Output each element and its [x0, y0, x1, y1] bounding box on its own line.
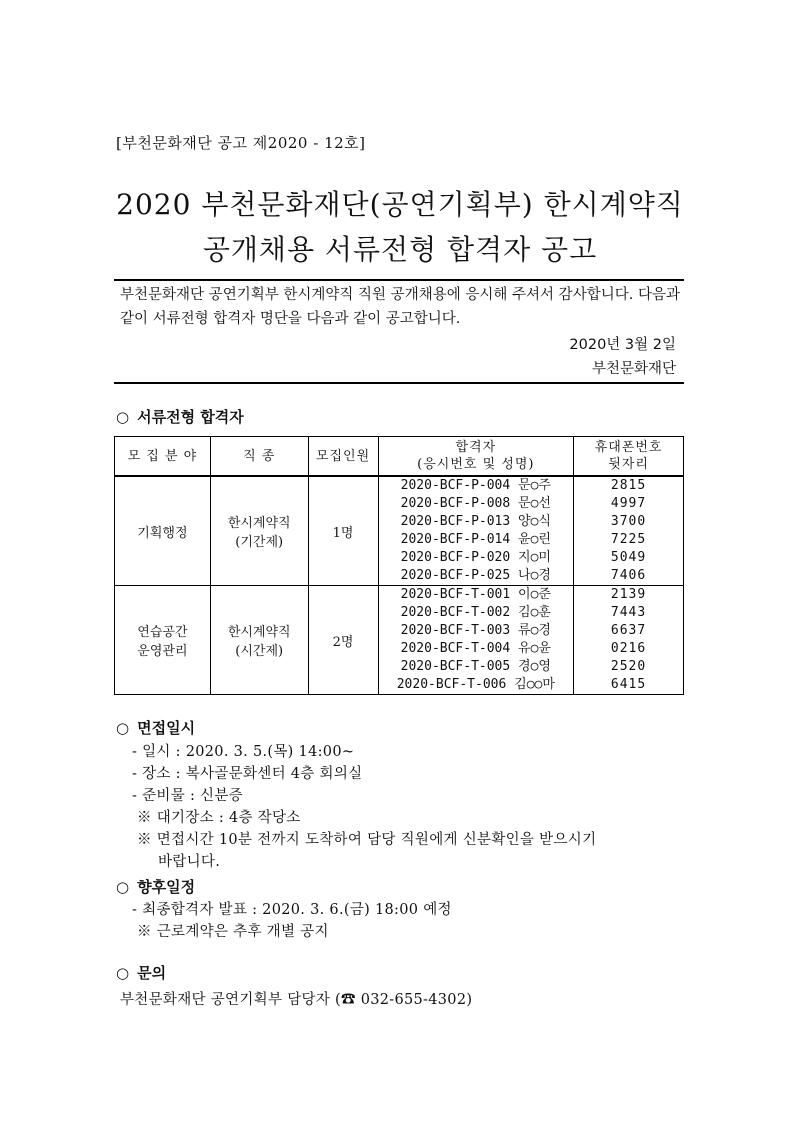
applicant-cell: 2020-BCF-T-002 김○훈 — [378, 604, 574, 622]
phone-cell: 2815 — [574, 476, 684, 495]
section-schedule-heading — [116, 876, 195, 897]
phone-cell: 2520 — [574, 658, 684, 676]
applicant-cell: 2020-BCF-P-014 윤○린 — [378, 531, 574, 549]
applicant-cell: 2020-BCF-T-001 이○준 — [378, 586, 574, 605]
section-interview-title: 면접일시 — [137, 719, 196, 737]
section-interview-heading — [116, 717, 195, 738]
group2-field-line1: 연습공간 — [137, 625, 188, 640]
group2-position-line1: 한시계약직 — [227, 625, 291, 640]
section-contact-heading — [116, 962, 166, 983]
phone-cell: 4997 — [574, 495, 684, 513]
bullet-circle-icon: ○ — [116, 408, 130, 426]
schedule-item: - 최종합격자 발표 : 2020. 3. 6.(금) 18:00 예정 — [132, 902, 452, 918]
phone-cell: 7443 — [574, 604, 684, 622]
section-contact-title: 문의 — [137, 964, 167, 982]
page-title-line2: 공개채용 서류전형 합격자 공고 — [202, 233, 598, 266]
issuing-organization: 부천문화재단 — [591, 361, 676, 377]
contact-info: 부천문화재단 공연기획부 담당자 (☎ 032-655-4302) — [120, 992, 473, 1008]
intro-bottom-rule — [114, 382, 684, 384]
bullet-circle-icon: ○ — [116, 719, 130, 737]
phone-cell: 3700 — [574, 513, 684, 531]
intro-paragraph: 부천문화재단 공연기획부 한시계약직 직원 공개채용에 응시해 주셔서 감사합니다. 다음과 같이 서류전형 합격자 명단을 다음과 같이 공고합니다. — [120, 287, 680, 327]
header-applicant-line1: 합격자 — [455, 440, 497, 455]
group1-field: 기획행정 — [115, 476, 211, 586]
interview-note: ※ 대기장소 : 4층 작당소 — [137, 810, 301, 826]
group2-position — [210, 586, 308, 695]
table-header-row — [115, 437, 684, 477]
phone-cell: 2139 — [574, 586, 684, 605]
bullet-circle-icon: ○ — [116, 964, 130, 982]
applicant-cell: 2020-BCF-T-006 김○○마 — [378, 676, 574, 695]
phone-cell: 7225 — [574, 531, 684, 549]
group1-count: 1명 — [308, 476, 378, 586]
interview-note-continued: 바랍니다. — [158, 854, 221, 870]
table-row — [115, 586, 684, 605]
section-results-heading — [116, 406, 244, 427]
results-table — [114, 436, 684, 695]
phone-cell: 6637 — [574, 622, 684, 640]
notice-date: 2020년 3월 2일 — [569, 337, 676, 353]
header-phone — [574, 437, 684, 477]
group1-position-line1: 한시계약직 — [227, 516, 291, 531]
intro-top-rule — [114, 279, 684, 281]
header-field: 모 집 분 야 — [115, 437, 211, 477]
applicant-cell: 2020-BCF-P-020 지○미 — [378, 549, 574, 567]
group2-field — [115, 586, 211, 695]
header-phone-line2: 뒷자리 — [608, 457, 649, 472]
bullet-circle-icon: ○ — [116, 878, 130, 896]
interview-note: ※ 면접시간 10분 전까지 도착하여 담당 직원에게 신분확인을 받으시기 — [137, 832, 597, 848]
applicant-cell: 2020-BCF-T-005 경○영 — [378, 658, 574, 676]
header-applicant — [378, 437, 574, 477]
interview-item: - 장소 : 복사골문화센터 4층 회의실 — [132, 766, 363, 782]
applicant-cell: 2020-BCF-P-025 나○경 — [378, 567, 574, 586]
applicant-cell: 2020-BCF-P-004 문○주 — [378, 476, 574, 495]
applicant-cell: 2020-BCF-P-008 문○선 — [378, 495, 574, 513]
header-phone-line1: 휴대폰번호 — [594, 440, 663, 455]
notice-number: [부천문화재단 공고 제2020 - 12호] — [116, 134, 366, 152]
applicant-cell: 2020-BCF-T-003 류○경 — [378, 622, 574, 640]
interview-item: - 일시 : 2020. 3. 5.(목) 14:00~ — [132, 744, 355, 760]
phone-cell: 6415 — [574, 676, 684, 695]
table-row — [115, 476, 684, 495]
group2-position-line2: (시간제) — [235, 644, 284, 659]
section-results-title: 서류전형 합격자 — [137, 408, 244, 426]
group2-field-line2: 운영관리 — [137, 644, 188, 659]
section-schedule-title: 향후일정 — [137, 878, 196, 896]
schedule-note: ※ 근로계약은 추후 개별 공지 — [137, 924, 329, 940]
phone-cell: 0216 — [574, 640, 684, 658]
header-applicant-line2: (응시번호 및 성명) — [417, 457, 535, 472]
applicant-cell: 2020-BCF-P-013 양○식 — [378, 513, 574, 531]
header-position: 직 종 — [210, 437, 308, 477]
header-count: 모집인원 — [308, 437, 378, 477]
group2-count: 2명 — [308, 586, 378, 695]
group1-position-line2: (기간제) — [235, 535, 284, 550]
applicant-cell: 2020-BCF-T-004 유○윤 — [378, 640, 574, 658]
phone-cell: 7406 — [574, 567, 684, 586]
phone-cell: 5049 — [574, 549, 684, 567]
page-title-line1: 2020 부천문화재단(공연기획부) 한시계약직 — [116, 188, 684, 221]
group1-position — [210, 476, 308, 586]
interview-item: - 준비물 : 신분증 — [132, 788, 243, 804]
